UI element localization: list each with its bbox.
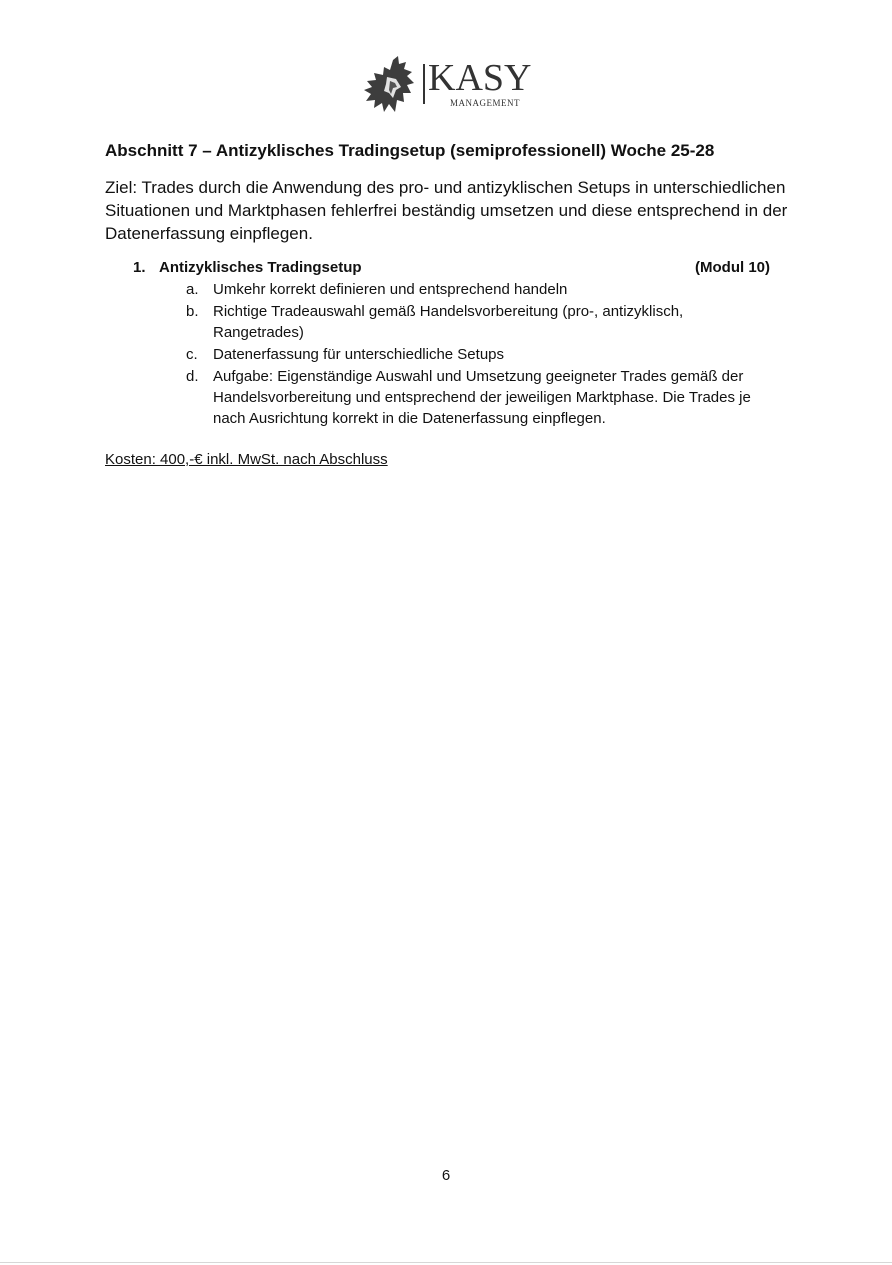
list-item-text: Richtige Tradeauswahl gemäß Handelsvorbereitung (pro-, antizyklisch, Rangetrades) (213, 303, 684, 341)
list-marker: b. (186, 303, 199, 320)
section-goal: Ziel: Trades durch die Anwendung des pro- und antizyklischen Setups in unterschiedlichen Situationen und Marktphasen fehlerfrei beständig umsetzen und diese entsprechend in der Datenerfassung einpflegen. (105, 178, 788, 243)
list-marker: d. (186, 368, 199, 385)
list-item-text: Datenerfassung für unterschiedliche Setups (213, 346, 505, 363)
list-item (105, 279, 770, 300)
list-marker: c. (186, 346, 198, 363)
module-title: Antizyklisches Tradingsetup (159, 259, 362, 276)
module-item-list (105, 279, 770, 429)
list-item (105, 366, 770, 429)
module-heading (105, 257, 770, 278)
list-marker: a. (186, 281, 199, 298)
wolf-icon (362, 56, 422, 114)
logo-wordmark: KASY (428, 57, 532, 99)
logo-subtitle: MANAGEMENT (450, 98, 520, 108)
module-number: 1. (133, 259, 146, 276)
company-logo (362, 56, 532, 114)
list-item (105, 301, 770, 343)
module-block (105, 257, 770, 429)
logo-divider (423, 64, 425, 104)
module-tag: (Modul 10) (695, 259, 770, 276)
section-title: Abschnitt 7 – Antizyklisches Tradingsetup (semiprofessionell) Woche 25-28 (105, 141, 715, 160)
list-item (105, 344, 770, 365)
list-item-text: Umkehr korrekt definieren und entsprechend handeln (213, 281, 568, 298)
page-number: 6 (441, 1167, 451, 1184)
costs-note: Kosten: 400,-€ inkl. MwSt. nach Abschluss (105, 451, 388, 468)
list-item-text: Aufgabe: Eigenständige Auswahl und Umsetzung geeigneter Trades gemäß der Handelsvorbereitung und entsprechend der jeweiligen Marktphase. Die Trades je nach Ausrichtung korrekt in die Datenerfassung einpflegen. (213, 368, 751, 427)
